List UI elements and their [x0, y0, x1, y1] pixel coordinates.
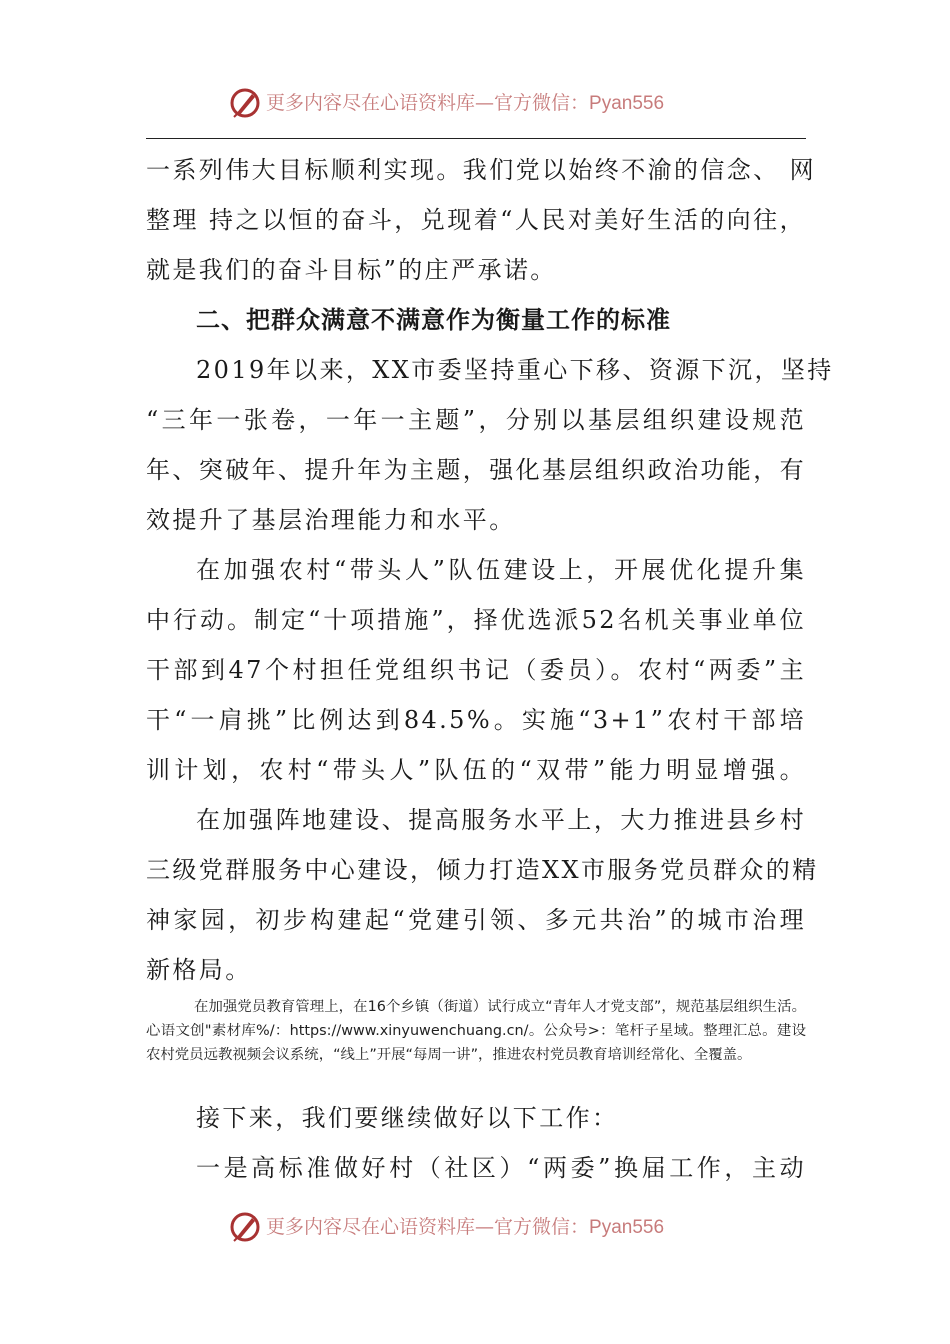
paragraph-line: 整理 持之以恒的奋斗，兑现着“人民对美好生活的向往，: [146, 206, 806, 234]
paragraph-line: 中行动。制定“十项措施”，择优选派52名机关事业单位: [146, 606, 806, 634]
paragraph-line: 干“一肩挑”比例达到84.5%。实施“3+1”农村干部培: [146, 706, 806, 734]
paragraph-line: 新格局。: [146, 956, 252, 984]
paragraph-line: 2019年以来，XX市委坚持重心下移、资源下沉，坚持: [196, 356, 834, 384]
paragraph-line: 神家园，初步构建起“党建引领、多元共治”的城市治理: [146, 906, 806, 934]
footer-banner-text: [266, 1214, 664, 1241]
paragraph-line: 一系列伟大目标顺利实现。我们党以始终不渝的信念、 网: [146, 156, 817, 184]
paragraph-line: 效提升了基层治理能力和水平。: [146, 506, 516, 534]
banner-wechat-id: Pyan556: [589, 1217, 665, 1238]
header-banner-text: [266, 90, 664, 117]
banner-wechat-id: Pyan556: [589, 93, 665, 114]
header-divider: [146, 138, 806, 139]
paragraph-line: 年、突破年、提升年为主题，强化基层组织政治功能，有: [146, 456, 806, 484]
footer-watermark-banner: [0, 1208, 950, 1248]
section-heading: 二、把群众满意不满意作为衡量工作的标准: [196, 306, 671, 334]
paragraph-line: 就是我们的奋斗目标”的庄严承诺。: [146, 256, 557, 284]
paragraph-line: 训计划，农村“带头人”队伍的“双带”能力明显增强。: [146, 756, 806, 784]
banner-slogan: 更多内容尽在心语资料库—官方微信：: [266, 92, 590, 114]
paragraph-line: 一是高标准做好村（社区）“两委”换届工作，主动: [196, 1154, 806, 1182]
paragraph-line: 接下来，我们要继续做好以下工作：: [196, 1104, 619, 1132]
paragraph-line: 三级党群服务中心建设，倾力打造XX市服务党员群众的精: [146, 856, 819, 884]
banner-slogan: 更多内容尽在心语资料库—官方微信：: [266, 1216, 590, 1238]
paragraph-line: 在加强阵地建设、提高服务水平上，大力推进县乡村: [196, 806, 806, 834]
paragraph-line: “三年一张卷，一年一主题”，分别以基层组织建设规范: [146, 406, 806, 434]
header-watermark-banner: [0, 84, 950, 124]
paragraph-line: 在加强农村“带头人”队伍建设上，开展优化提升集: [196, 556, 806, 584]
small-paragraph: 在加强党员教育管理上，在16个乡镇（街道）试行成立“青年人才党支部”，规范基层组织生活。心语文创"素材库%/：https://www.xinyuwenchuang.cn/。公众号>：笔杆子星域。整理汇总。建设农村党员远教视频会议系统，“线上”开展“每周一讲”，推进农村党员教育培训经常化、全覆盖。: [146, 999, 806, 1063]
quill-logo-icon: [228, 86, 262, 120]
paragraph-line: 干部到47个村担任党组织书记（委员）。农村“两委”主: [146, 656, 806, 684]
quill-logo-icon: [228, 1210, 262, 1244]
